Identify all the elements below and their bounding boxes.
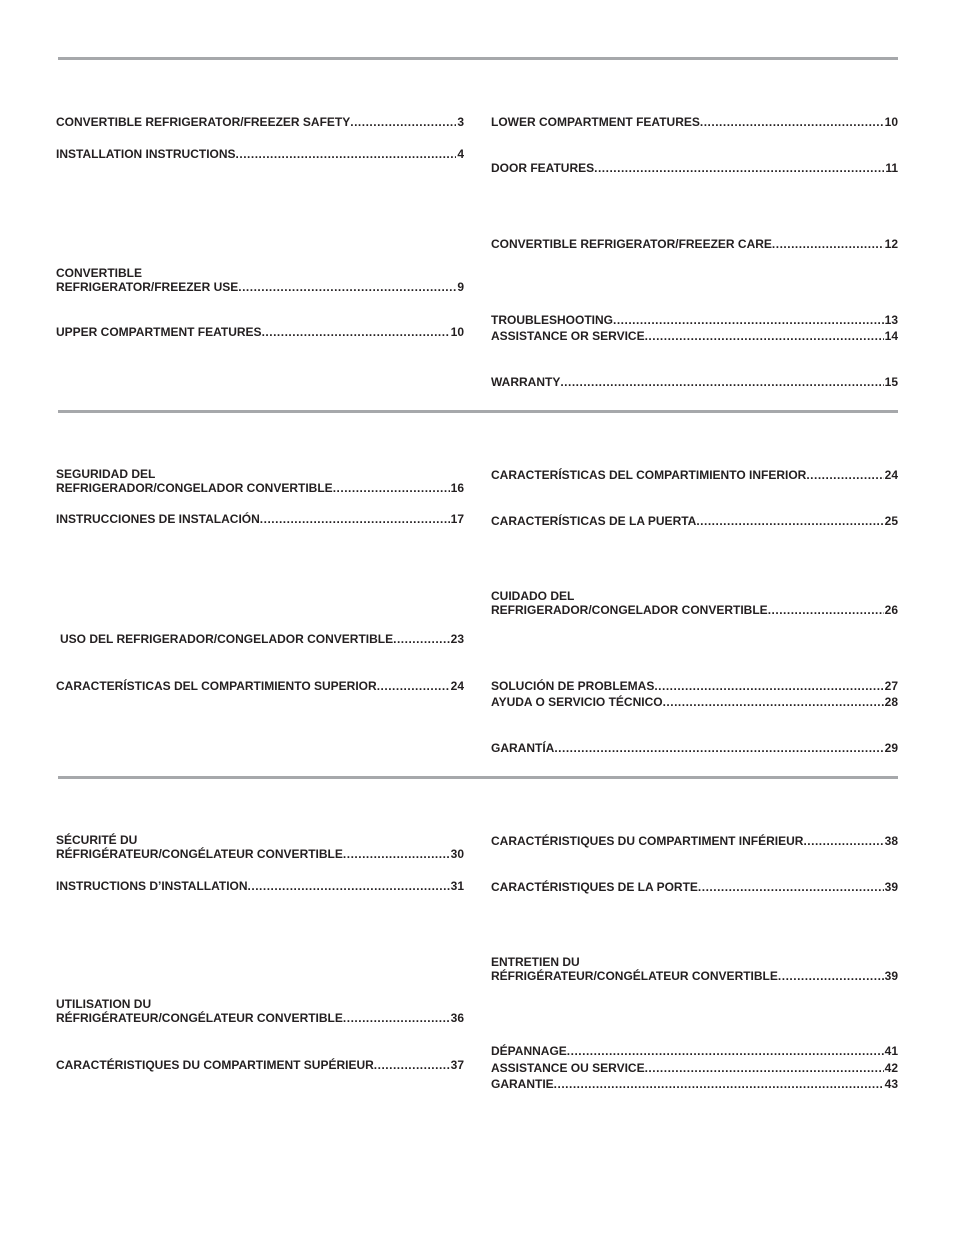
toc-entry-page: 43 [884,1077,898,1091]
toc-entry-page: 4 [457,147,464,161]
dot-leader [806,468,883,482]
toc-entry-page: 26 [884,603,898,617]
toc-entry[interactable] [56,833,464,861]
dot-leader [377,679,450,693]
dot-leader [554,1077,884,1091]
toc-entry-page: 39 [884,880,898,894]
toc-entry-label: WARRANTY [491,375,561,389]
toc-entry[interactable] [56,147,464,161]
dot-leader [560,375,883,389]
toc-entry-label: RÉFRIGÉRATEUR/CONGÉLATEUR CONVERTIBLE [56,847,343,861]
toc-entry-page: 11 [885,161,898,175]
dot-leader [393,632,450,646]
toc-entry[interactable] [56,467,464,495]
toc-entry-label: CARACTÉRISTIQUES DU COMPARTIMENT SUPÉRIEUR [56,1058,374,1072]
toc-entry[interactable] [56,997,464,1025]
dot-leader [613,313,884,327]
toc-entry[interactable] [56,1058,464,1072]
toc-entry[interactable] [60,632,464,646]
dot-leader [700,115,884,129]
toc-entry-page: 10 [450,325,464,339]
toc-entry-label: LOWER COMPARTMENT FEATURES [491,115,700,129]
toc-entry-label-line1: CONVERTIBLE [56,266,143,280]
toc-entry-label: RÉFRIGÉRATEUR/CONGÉLATEUR CONVERTIBLE [56,1011,343,1025]
toc-entry[interactable] [491,514,898,528]
toc-entry[interactable] [56,879,464,893]
toc-entry-label: REFRIGERADOR/CONGELADOR CONVERTIBLE [56,481,333,495]
dot-leader [772,237,884,251]
toc-entry-label: GARANTÍA [491,741,555,755]
toc-entry[interactable] [56,512,464,526]
toc-entry-page: 29 [884,741,898,755]
toc-entry-page: 10 [884,115,898,129]
section-divider [58,776,898,779]
toc-entry-page: 23 [450,632,464,646]
toc-entry-page: 37 [450,1058,464,1072]
dot-leader [803,834,883,848]
toc-entry-label: GARANTIE [491,1077,554,1091]
toc-entry-page: 36 [450,1011,464,1025]
toc-entry-page: 41 [884,1044,898,1058]
dot-leader [343,847,450,861]
dot-leader [663,695,884,709]
toc-entry-label: CARACTERÍSTICAS DE LA PUERTA [491,514,697,528]
section-divider [58,410,898,413]
toc-entry-page: 9 [457,280,464,294]
toc-entry[interactable] [491,679,898,693]
toc-entry-label-line1: SÉCURITÉ DU [56,833,138,847]
dot-leader [645,329,884,343]
toc-entry-page: 15 [884,375,898,389]
toc-entry-label-line1: SEGURIDAD DEL [56,467,156,481]
section-divider [58,57,898,60]
dot-leader [594,161,884,175]
toc-entry-page: 28 [884,695,898,709]
toc-entry-page: 17 [450,512,464,526]
toc-entry[interactable] [56,266,464,294]
toc-entry-page: 31 [450,879,464,893]
dot-leader [645,1061,884,1075]
dot-leader [262,325,450,339]
toc-entry[interactable] [491,1044,898,1058]
toc-entry[interactable] [491,589,898,617]
toc-entry[interactable] [491,880,898,894]
toc-entry-page: 38 [884,834,898,848]
toc-entry-page: 13 [884,313,898,327]
toc-entry[interactable] [491,329,898,343]
toc-entry-label: INSTRUCTIONS D’INSTALLATION [56,879,248,893]
toc-entry-label: ASSISTANCE OU SERVICE [491,1061,645,1075]
dot-leader [374,1058,450,1072]
toc-entry-label: REFRIGERADOR/CONGELADOR CONVERTIBLE [491,603,768,617]
toc-entry[interactable] [491,955,898,983]
toc-entry-label: CARACTERÍSTICAS DEL COMPARTIMIENTO INFERIOR [491,468,807,482]
toc-entry-label: RÉFRIGÉRATEUR/CONGÉLATEUR CONVERTIBLE [491,969,778,983]
dot-leader [260,512,450,526]
toc-entry[interactable] [491,313,898,327]
toc-entry-label: TROUBLESHOOTING [491,313,613,327]
toc-entry-label: AYUDA O SERVICIO TÉCNICO [491,695,663,709]
toc-entry-label: CONVERTIBLE REFRIGERATOR/FREEZER SAFETY [56,115,351,129]
dot-leader [236,147,457,161]
dot-leader [248,879,450,893]
toc-entry[interactable] [491,375,898,389]
toc-entry-label: REFRIGERATOR/FREEZER USE [56,280,239,294]
toc-entry-page: 27 [884,679,898,693]
toc-entry-label-line1: ENTRETIEN DU [491,955,580,969]
dot-leader [567,1044,884,1058]
toc-entry[interactable] [491,161,898,175]
toc-entry[interactable] [491,834,898,848]
dot-leader [696,514,883,528]
toc-entry-label: CARACTÉRISTIQUES DU COMPARTIMENT INFÉRIEUR [491,834,804,848]
toc-entry-page: 3 [457,115,464,129]
toc-entry-label: CARACTERÍSTICAS DEL COMPARTIMIENTO SUPERIOR [56,679,377,693]
toc-entry-page: 24 [450,679,464,693]
toc-entry[interactable] [491,695,898,709]
toc-entry-label: USO DEL REFRIGERADOR/CONGELADOR CONVERTIBLE [60,632,394,646]
toc-entry-label-line1: CUIDADO DEL [491,589,575,603]
dot-leader [698,880,884,894]
dot-leader [343,1011,450,1025]
dot-leader [333,481,450,495]
toc-entry-label: ASSISTANCE OR SERVICE [491,329,645,343]
toc-entry-label: INSTALLATION INSTRUCTIONS [56,147,236,161]
toc-entry-page: 25 [884,514,898,528]
toc-entry[interactable] [491,741,898,755]
dot-leader [778,969,884,983]
toc-entry-label: DÉPANNAGE [491,1044,567,1058]
toc-entry-label: UPPER COMPARTMENT FEATURES [56,325,262,339]
toc-entry-page: 39 [884,969,898,983]
dot-leader [554,741,883,755]
dot-leader [654,679,883,693]
toc-entry[interactable] [491,468,898,482]
toc-entry[interactable] [56,679,464,693]
toc-entry-page: 30 [450,847,464,861]
toc-entry-page: 12 [884,237,898,251]
dot-leader [238,280,456,294]
toc-entry[interactable] [491,115,898,129]
toc-entry-page: 24 [884,468,898,482]
toc-entry-page: 42 [884,1061,898,1075]
toc-entry-label: SOLUCIÓN DE PROBLEMAS [491,679,655,693]
toc-entry-page: 14 [884,329,898,343]
toc-entry-label: CONVERTIBLE REFRIGERATOR/FREEZER CARE [491,237,772,251]
toc-entry-label: DOOR FEATURES [491,161,595,175]
toc-entry[interactable] [491,1077,898,1091]
toc-entry[interactable] [56,325,464,339]
toc-entry-page: 16 [450,481,464,495]
toc-entry[interactable] [491,237,898,251]
toc-entry[interactable] [491,1061,898,1075]
toc-entry-label: INSTRUCCIONES DE INSTALACIÓN [56,512,260,526]
toc-entry[interactable] [56,115,464,129]
toc-entry-label-line1: UTILISATION DU [56,997,152,1011]
dot-leader [350,115,456,129]
toc-entry-label: CARACTÉRISTIQUES DE LA PORTE [491,880,698,894]
dot-leader [768,603,884,617]
